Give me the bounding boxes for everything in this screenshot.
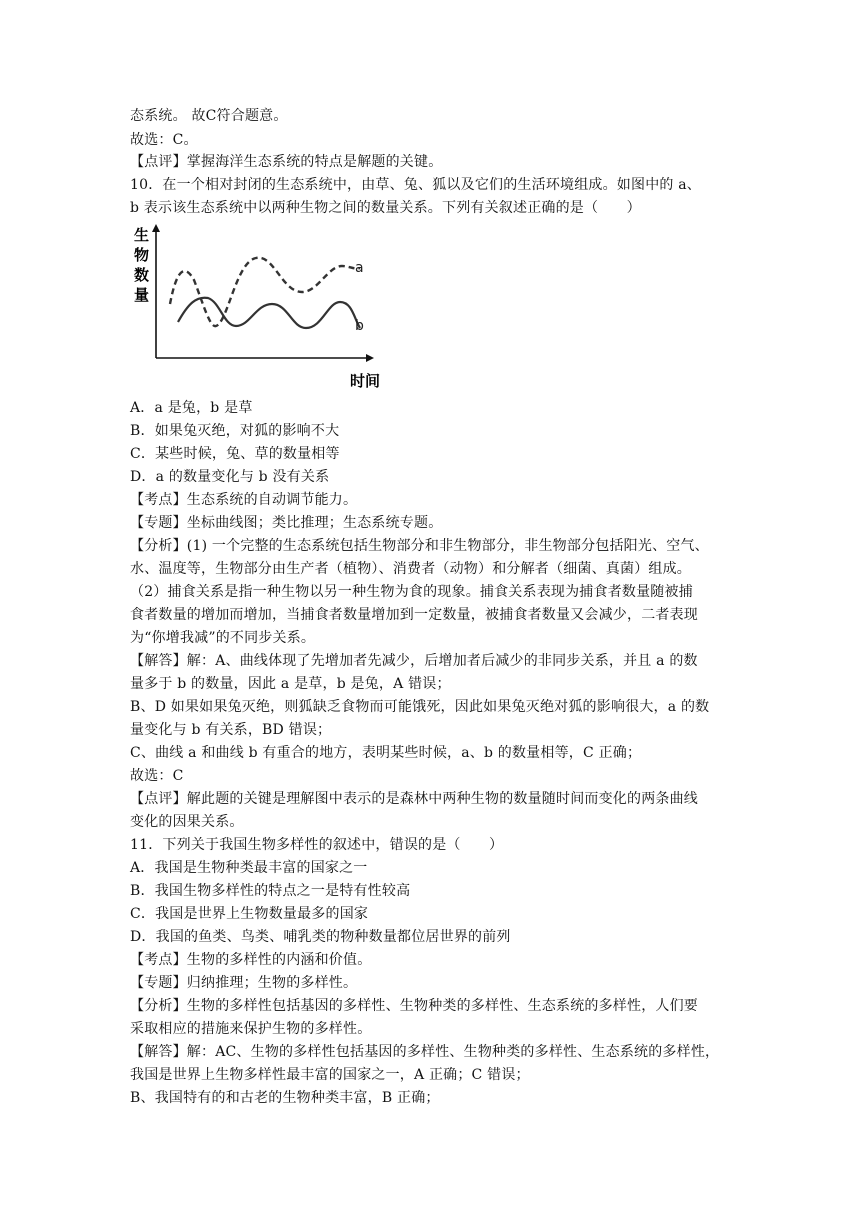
question-10-stem: b 表示该生态系统中以两种生物之间的数量关系。下列有关叙述正确的是（ ） bbox=[130, 200, 641, 216]
option-b: B．我国生物多样性的特点之一是特有性较高 bbox=[130, 883, 411, 899]
text-line: 态系统。 故C符合题意。 bbox=[130, 108, 288, 124]
text-line: 【考点】生态系统的自动调节能力。 bbox=[130, 492, 358, 508]
xlabel: 时间 bbox=[350, 372, 381, 390]
text-line: B、我国特有的和古老的生物种类丰富，B 正确； bbox=[130, 1090, 440, 1106]
text-line: 采取相应的措施来保护生物的多样性。 bbox=[130, 1021, 372, 1037]
option-d: D．我国的鱼类、鸟类、哺乳类的物种数量都位居世界的前列 bbox=[130, 929, 511, 945]
text-line: 【点评】掌握海洋生态系统的特点是解题的关键。 bbox=[130, 154, 443, 170]
x-axis-arrow bbox=[366, 354, 374, 362]
question-10-stem: 10．在一个相对封闭的生态系统中，由草、兔、狐以及它们的生活环境组成。如图中的 a、 bbox=[130, 177, 702, 193]
text-line: 【考点】生物的多样性的内涵和价值。 bbox=[130, 952, 372, 968]
population-curve-svg bbox=[128, 222, 398, 394]
text-line: B、D 如果如果兔灭绝，则狐缺乏食物而可能饿死，因此如果兔灭绝对狐的影响很大，a 的数 bbox=[130, 699, 710, 715]
text-line: 【专题】坐标曲线图；类比推理；生态系统专题。 bbox=[130, 515, 443, 531]
text-line: 食者数量的增加而增加，当捕食者数量增加到一定数量，被捕食者数量又会减少，二者表现 bbox=[130, 607, 698, 623]
option-c: C．某些时候，兔、草的数量相等 bbox=[130, 446, 340, 462]
curve-a bbox=[170, 258, 360, 326]
ylabel-char: 物 bbox=[134, 246, 150, 264]
question-11-stem: 11．下列关于我国生物多样性的叙述中，错误的是（ ） bbox=[130, 837, 504, 853]
text-line: 为“你增我减”的不同步关系。 bbox=[130, 630, 316, 646]
option-a: A．我国是生物种类最丰富的国家之一 bbox=[130, 860, 368, 876]
text-line: （2）捕食关系是指一种生物以另一种生物为食的现象。捕食关系表现为捕食者数量随被捕 bbox=[130, 584, 693, 600]
text-line: 变化的因果关系。 bbox=[130, 814, 244, 830]
option-b: B．如果兔灭绝，对狐的影响不大 bbox=[130, 423, 340, 439]
ylabel-char: 量 bbox=[134, 286, 150, 304]
population-curve-figure bbox=[128, 222, 398, 394]
text-line: 【分析】(1) 一个完整的生态系统包括生物部分和非生物部分，非生物部分包括阳光、空气、 bbox=[130, 538, 709, 554]
option-a: A．a 是兔，b 是草 bbox=[130, 400, 253, 416]
text-line: 【分析】生物的多样性包括基因的多样性、生物种类的多样性、生态系统的多样性，人们要 bbox=[130, 998, 698, 1014]
text-line: C、曲线 a 和曲线 b 有重合的地方，表明某些时候，a、b 的数量相等，C 正确； bbox=[130, 745, 642, 761]
curve-a-label: a bbox=[355, 260, 364, 276]
ylabel-char: 数 bbox=[134, 266, 150, 284]
curve-b-label: b bbox=[355, 318, 364, 334]
text-line: 故选：C bbox=[130, 768, 184, 784]
text-line: 我国是世界上生物多样性最丰富的国家之一，A 正确；C 错误； bbox=[130, 1067, 530, 1083]
text-line: 【解答】解：AC、生物的多样性包括基因的多样性、生物种类的多样性、生态系统的多样性， bbox=[130, 1044, 720, 1060]
text-line: 量多于 b 的数量，因此 a 是草，b 是兔，A 错误； bbox=[130, 676, 451, 692]
option-d: D．a 的数量变化与 b 没有关系 bbox=[130, 469, 330, 485]
text-line: 故选：C。 bbox=[130, 132, 198, 148]
ylabel-char: 生 bbox=[134, 226, 150, 244]
text-line: 量变化与 b 有关系，BD 错误； bbox=[130, 722, 332, 738]
text-line: 【解答】解：A、曲线体现了先增加者先减少，后增加者后减少的非同步关系，并且 a 的数 bbox=[130, 653, 698, 669]
option-c: C．我国是世界上生物数量最多的国家 bbox=[130, 906, 369, 922]
text-line: 【点评】解此题的关键是理解图中表示的是森林中两种生物的数量随时间而变化的两条曲线 bbox=[130, 791, 698, 807]
text-line: 【专题】归纳推理；生物的多样性。 bbox=[130, 975, 358, 991]
y-axis-arrow bbox=[152, 224, 160, 232]
text-line: 水、温度等，生物部分由生产者（植物）、消费者（动物）和分解者（细菌、真菌）组成。 bbox=[130, 561, 691, 577]
